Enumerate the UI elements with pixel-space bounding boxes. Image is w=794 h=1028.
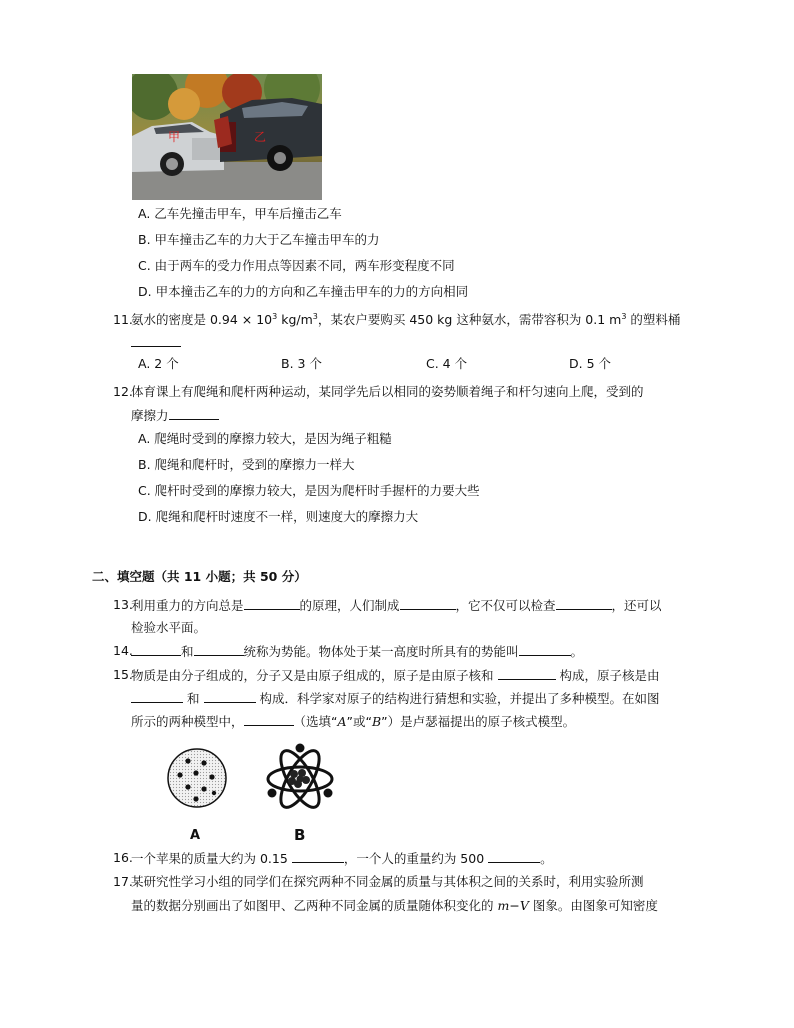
q10-option-b: B. 甲车撞击乙车的力大于乙车撞击甲车的力 xyxy=(138,232,380,247)
q15-blank-1[interactable] xyxy=(498,666,556,680)
q16-stem: 一个苹果的质量大约为 0.15 ，一个人的重量约为 500 。 xyxy=(131,851,553,866)
q12-option-a: A. 爬绳时受到的摩擦力较大，是因为绳子粗糙 xyxy=(138,431,392,446)
car-crash-illustration xyxy=(132,74,322,200)
q16-blank-2[interactable] xyxy=(488,849,540,863)
car-b-label: 乙 xyxy=(254,130,267,144)
q11-stem: 氨水的密度是 $0.94 \times 10^3$ $kg/m^3$，某农户要购买 450 kg 这种氨水，需带容积为 0.1 $m^3$ 的塑料桶 xyxy=(131,311,681,327)
q13-number: 13. xyxy=(113,597,133,612)
q16-blank-1[interactable] xyxy=(292,849,344,863)
q11-option-c: C. 4 个 xyxy=(426,356,468,371)
q14-blank-1[interactable] xyxy=(131,642,181,656)
q13-stem-line2: 检验水平面。 xyxy=(131,620,207,635)
q17-stem-line2: 量的数据分别画出了如图甲、乙两种不同金属的质量随体积变化的 m−V 图象。由图象可知密度 xyxy=(131,898,658,913)
q13-blank-2[interactable] xyxy=(400,596,456,610)
q12-option-b: B. 爬绳和爬杆时，受到的摩擦力一样大 xyxy=(138,457,355,472)
q13-blank-1[interactable] xyxy=(244,596,300,610)
q10-option-c: C. 由于两车的受力作用点等因素不同，两车形变程度不同 xyxy=(138,258,455,273)
q15-stem-line2: 和 构成．科学家对原子的结构进行猜想和实验，并提出了多种模型。在如图 xyxy=(131,689,660,708)
q15-stem-line1: 物质是由分子组成的，分子又是由原子组成的，原子是由原子核和 构成，原子核是由 xyxy=(131,668,660,683)
q15-blank-3[interactable] xyxy=(204,689,256,703)
q14-blank-2[interactable] xyxy=(194,642,244,656)
atom-model-b xyxy=(264,741,336,817)
q13-blank-3[interactable] xyxy=(556,596,612,610)
q14-blank-3[interactable] xyxy=(519,642,571,656)
q11-answer-blank[interactable] xyxy=(131,346,181,347)
q11-number: 11. xyxy=(113,312,133,327)
q10-option-a: A. 乙车先撞击甲车，甲车后撞击乙车 xyxy=(138,206,342,221)
car-crash-photo xyxy=(132,74,322,200)
q13-stem-line1: 利用重力的方向总是 的原理，人们制成 ，它不仅可以检查 ，还可以 xyxy=(131,598,662,613)
q12-stem-line1: 体育课上有爬绳和爬杆两种运动，某同学先后以相同的姿势顺着绳子和杆匀速向上爬，受到的 xyxy=(131,384,644,399)
q11-option-b: B. 3 个 xyxy=(281,356,322,371)
q15-number: 15. xyxy=(113,667,133,682)
q12-number: 12. xyxy=(113,384,133,399)
q16-number: 16. xyxy=(113,850,133,865)
atom-model-b-caption: B xyxy=(294,826,306,844)
atom-model-a-caption: A xyxy=(190,828,201,843)
q10-option-d: D. 甲本撞击乙车的力的方向和乙车撞击甲车的力的方向相同 xyxy=(138,284,469,299)
q17-stem-line1: 某研究性学习小组的同学们在探究两种不同金属的质量与其体积之间的关系时，利用实验所测 xyxy=(131,874,644,889)
q11-option-d: D. 5 个 xyxy=(569,356,611,371)
q14-number: 14. xyxy=(113,643,133,658)
section-heading: 二、填空题（共 11 小题；共 50 分） xyxy=(92,569,307,584)
plum-pudding-model-icon xyxy=(166,747,228,809)
q14-stem: 和 统称为势能。物体处于某一高度时所具有的势能叫 。 xyxy=(131,642,583,661)
q12-answer-blank[interactable] xyxy=(169,406,219,420)
q12-option-d: D. 爬绳和爬杆时速度不一样，则速度大的摩擦力大 xyxy=(138,509,419,524)
atom-model-a xyxy=(166,747,228,809)
q12-option-c: C. 爬杆时受到的摩擦力较大，是因为爬杆时手握杆的力要大些 xyxy=(138,483,480,498)
nuclear-atom-model-icon xyxy=(264,741,336,817)
q15-stem-line3: 所示的两种模型中， （选填“A”或“B”）是卢瑟福提出的原子核式模型。 xyxy=(131,714,576,729)
car-a-label: 甲 xyxy=(168,130,181,144)
q12-stem-line2: 摩擦力 xyxy=(131,406,219,425)
q15-blank-2[interactable] xyxy=(131,689,183,703)
q15-blank-4[interactable] xyxy=(244,712,294,726)
q17-number: 17. xyxy=(113,874,133,889)
q11-option-a: A. 2 个 xyxy=(138,356,179,371)
